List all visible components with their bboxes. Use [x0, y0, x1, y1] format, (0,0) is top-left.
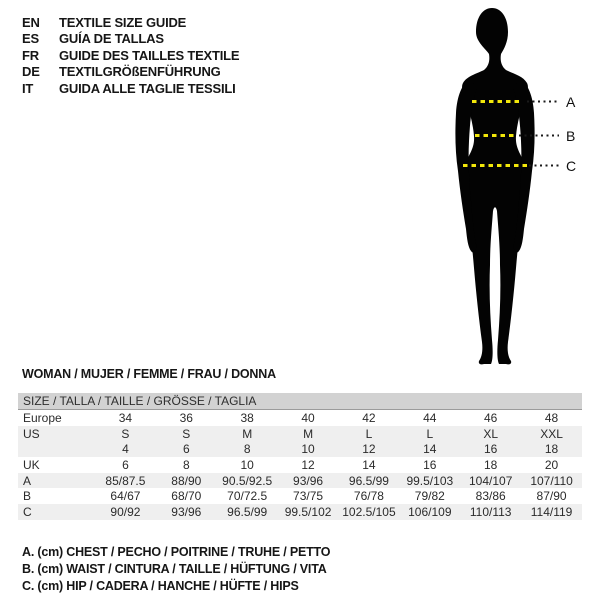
size-cell: 73/75: [293, 489, 324, 504]
size-cell: S: [121, 426, 130, 441]
size-cell: 14: [423, 442, 437, 457]
size-cell: 88/90: [171, 473, 202, 488]
table-row: [18, 410, 582, 426]
language-code: DE: [22, 64, 40, 80]
size-cell: 70/72.5: [227, 489, 268, 504]
size-cell: 104/107: [468, 473, 513, 488]
marker-c-label: C: [566, 158, 577, 174]
size-cell: S: [182, 426, 191, 441]
size-table: [18, 393, 582, 520]
table-row: [18, 473, 582, 489]
size-cell: 90/92: [110, 504, 141, 519]
size-cell: 10: [301, 442, 315, 457]
table-row: [18, 504, 582, 520]
language-row: [22, 31, 239, 47]
table-row: [18, 426, 582, 442]
table-row: [18, 457, 582, 473]
size-cell: 102.5/105: [342, 504, 396, 519]
language-title: TEXTILGRÖßENFÜHRUNG: [59, 64, 221, 80]
size-cell: 99.5/103: [406, 473, 454, 488]
size-cell: 40: [301, 410, 315, 425]
size-cell: 34: [118, 410, 133, 425]
size-cell: 99.5/102: [284, 504, 332, 519]
legend-item-hip: C. (cm) HIP / CADERA / HANCHE / HÜFTE / HIPS: [22, 579, 299, 593]
language-row: [22, 48, 239, 64]
group-title: WOMAN / MUJER / FEMME / FRAU / DONNA: [22, 367, 276, 381]
size-cell: 42: [362, 410, 376, 425]
size-cell: XXL: [540, 426, 563, 441]
size-cell: 44: [423, 410, 437, 425]
size-cell: 12: [362, 442, 376, 457]
row-label: UK: [23, 457, 40, 472]
size-cell: 46: [484, 410, 498, 425]
size-cell: 110/113: [469, 504, 512, 519]
language-row: [22, 64, 239, 80]
table-row: [18, 488, 582, 504]
size-cell: 6: [122, 457, 129, 472]
size-table-header-row: [18, 393, 582, 410]
size-cell: 16: [484, 442, 498, 457]
size-cell: 107/110: [530, 473, 573, 488]
language-code: EN: [22, 15, 40, 30]
size-cell: 12: [301, 457, 315, 472]
size-cell: 114/119: [530, 504, 573, 519]
size-cell: M: [303, 426, 314, 441]
size-cell: 83/86: [475, 489, 506, 504]
row-label: B: [23, 489, 32, 504]
marker-b-label: B: [566, 128, 576, 144]
language-row: [22, 15, 239, 31]
language-title: TEXTILE SIZE GUIDE: [59, 15, 187, 30]
size-cell: 93/96: [293, 473, 324, 488]
language-title: GUÍA DE TALLAS: [59, 31, 164, 47]
language-row: [22, 81, 239, 97]
row-label: Europe: [23, 410, 62, 425]
size-cell: 10: [240, 457, 254, 472]
size-cell: 79/82: [414, 489, 445, 504]
language-code: ES: [22, 31, 39, 47]
row-label: [18, 441, 95, 457]
size-cell: 8: [243, 442, 251, 457]
size-cell: 20: [544, 457, 559, 472]
size-cell: 38: [240, 410, 254, 425]
size-cell: L: [365, 426, 373, 441]
size-cell: 90.5/92.5: [222, 473, 273, 488]
size-cell: 64/67: [110, 489, 141, 504]
silhouette-body: [462, 8, 528, 364]
size-cell: 36: [179, 410, 193, 425]
size-table-body: [18, 410, 582, 520]
size-cell: 6: [182, 442, 190, 457]
language-title: GUIDA ALLE TAGLIE TESSILI: [59, 80, 236, 96]
row-label: C: [23, 504, 32, 519]
row-label: US: [23, 426, 40, 441]
size-cell: 48: [544, 410, 559, 425]
size-cell: 16: [423, 457, 437, 472]
size-cell: 87/90: [536, 489, 567, 504]
size-cell: 18: [544, 442, 559, 457]
marker-a-label: A: [566, 94, 576, 110]
legend-item-chest: A. (cm) CHEST / PECHO / POITRINE / TRUHE / PETTO: [22, 545, 331, 559]
table-row: [18, 441, 582, 457]
size-cell: 96.5/99: [227, 504, 268, 519]
size-cell: M: [242, 426, 253, 441]
language-code: IT: [22, 80, 34, 96]
measurement-legend: [22, 544, 330, 595]
size-cell: 14: [362, 457, 376, 472]
size-cell: XL: [483, 426, 499, 441]
size-cell: 106/109: [408, 504, 452, 519]
row-label: A: [23, 473, 32, 488]
size-cell: 93/96: [171, 504, 202, 519]
size-cell: 18: [484, 457, 498, 472]
size-cell: 85/87.5: [105, 473, 146, 488]
size-cell: 8: [182, 457, 190, 472]
woman-silhouette-icon: [430, 0, 600, 380]
size-cell: 68/70: [171, 489, 202, 504]
language-code: FR: [22, 47, 39, 63]
language-title: GUIDE DES TAILLES TEXTILE: [59, 47, 240, 63]
legend-item-waist: B. (cm) WAIST / CINTURA / TAILLE / HÜFTUNG / VITA: [22, 562, 327, 576]
size-cell: 96.5/99: [348, 473, 389, 488]
size-cell: 4: [122, 442, 129, 457]
size-table-header: SIZE / TALLA / TAILLE / GRÖSSE / TAGLIA: [18, 393, 582, 410]
language-list: [22, 15, 239, 97]
size-cell: L: [426, 426, 434, 441]
size-cell: 76/78: [353, 489, 384, 504]
measurement-figure: [430, 0, 600, 380]
